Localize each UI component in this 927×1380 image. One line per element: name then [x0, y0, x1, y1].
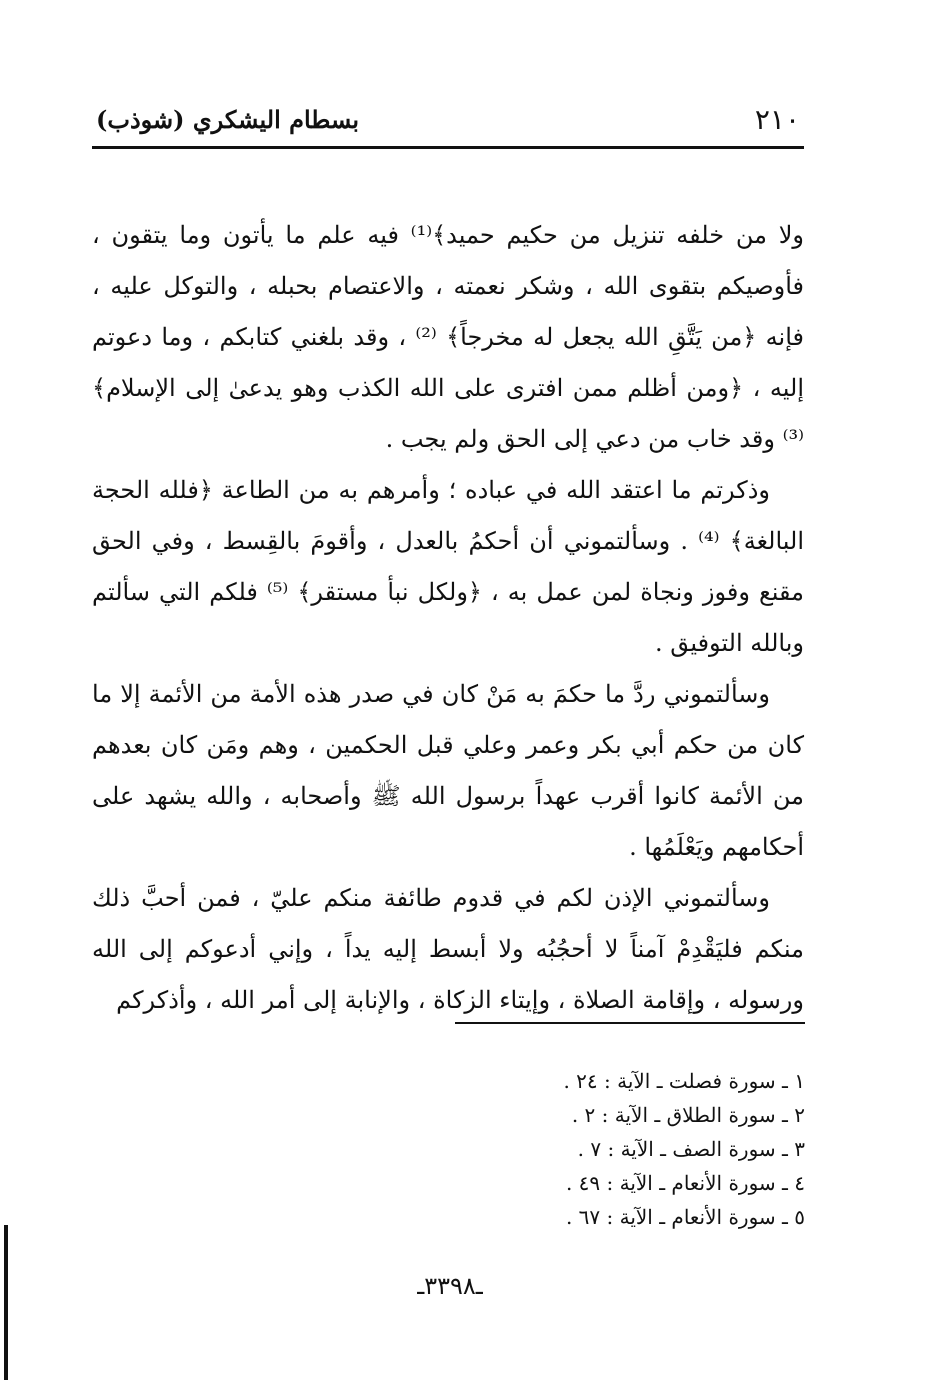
header-title: بسطام اليشكري (شوذب): [96, 105, 360, 134]
paragraph-2: وذكرتم ما اعتقد الله في عباده ؛ وأمرهم به من الطاعة ﴿فلله الحجة البالغة﴾ ⁽⁴⁾ . وسألتموني أن أحكمُ بالعدل ، وأقومَ بالقِسط ، وفي الحق مقنع وفوز ونجاة لمن عمل به ، ﴿ولكل نبأ مستقر﴾ ⁽⁵⁾ فلكم التي سألتم وبالله التوفيق .: [92, 476, 804, 657]
running-header: [92, 100, 804, 144]
footnote-item: ١ ـ سورة فصلت ـ الآية : ٢٤ .: [563, 1069, 805, 1093]
footnote-item: ٣ ـ سورة الصف ـ الآية : ٧ .: [577, 1137, 805, 1161]
footnote-item: ٢ ـ سورة الطلاق ـ الآية : ٢ .: [571, 1103, 805, 1127]
paragraph-3: وسألتموني ردَّ ما حكمَ به مَنْ كان في صدر هذه الأمة من الأئمة إلا ما كان من حكم أبي بكر وعمر وعلي قبل الحكمين ، وهم ومَن كان بعدهم من الأئمة كانوا أقرب عهداً برسول الله ﷺ وأصحابه ، والله يشهد على أحكامهم ويَعْلَمُها .: [92, 680, 804, 861]
footnote-divider: [455, 1022, 805, 1024]
header-page-number: ٢١٠: [754, 103, 800, 136]
paragraph-4: وسألتموني الإذن لكم في قدوم طائفة منكم عليّ ، فمن أحبَّ ذلك منكم فليَقْدِمْ آمناً لا أحجُبُه ولا أبسط إليه يداً ، وإني أدعوكم إلى الله ورسوله ، وإقامة الصلاة ، وإيتاء الزكاة ، والإنابة إلى أمر الله ، وأذكركم: [92, 884, 804, 1014]
main-body-text: [92, 210, 804, 1026]
scan-edge-mark: [4, 1225, 8, 1380]
header-divider: [92, 146, 804, 149]
footnotes: [455, 1064, 805, 1234]
footnote-item: ٤ ـ سورة الأنعام ـ الآية : ٤٩ .: [565, 1171, 805, 1195]
footer-page-number: ـ٣٣٩٨ـ: [417, 1272, 483, 1300]
paragraph-1: ولا من خلفه تنزيل من حكيم حميد﴾⁽¹⁾ فيه علم ما يأتون وما يتقون ، فأوصيكم بتقوى الله ، وشكر نعمته ، والاعتصام بحبله ، والتوكل عليه ، فإنه ﴿من يَتَّقِ الله يجعل له مخرجاً﴾ ⁽²⁾ ، وقد بلغني كتابكم ، وما دعوتم إليه ، ﴿ومن أظلم ممن افترى على الله الكذب وهو يدعىٰ إلى الإسلام﴾ ⁽³⁾ وقد خاب من دعي إلى الحق ولم يجب .: [92, 221, 805, 453]
footnote-item: ٥ ـ سورة الأنعام ـ الآية : ٦٧ .: [565, 1205, 805, 1229]
